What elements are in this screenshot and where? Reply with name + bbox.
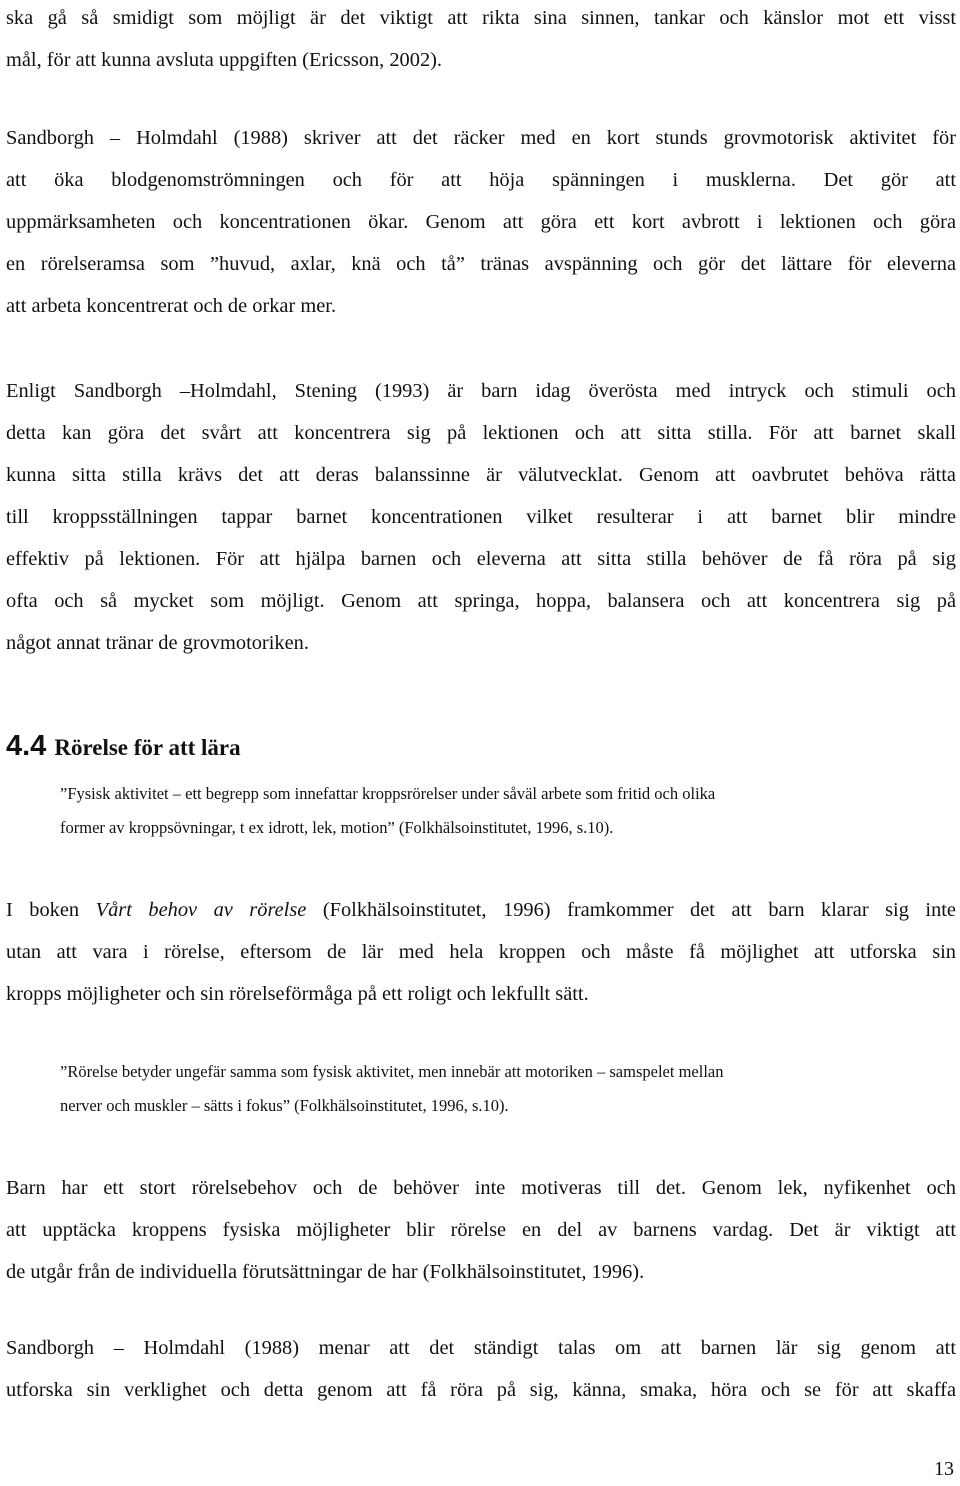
text-line: en rörelseramsa som ”huvud, axlar, knä och tå” tränas avspänning och gör det lättare för eleverna	[6, 253, 956, 275]
text-line: Sandborgh – Holmdahl (1988) menar att det ständigt talas om att barnen lär sig genom att	[6, 1337, 956, 1359]
block-quote-fysisk-aktivitet	[60, 777, 880, 845]
text-line: att öka blodgenomströmningen och för att höja spänningen i musklerna. Det gör att	[6, 169, 956, 191]
section-title: Rörelse för att lära	[54, 735, 241, 760]
quote-line: former av kroppsövningar, t ex idrott, lek, motion” (Folkhälsoinstitutet, 1996, s.10).	[60, 818, 614, 837]
paragraph-sandborgh-1988-b	[6, 1327, 956, 1411]
quote-line: ”Fysisk aktivitet – ett begrepp som innefattar kroppsrörelser under såväl arbete som fritid och olika	[60, 784, 716, 803]
text-line: att arbeta koncentrerat och de orkar mer.	[6, 295, 337, 317]
text-line: mål, för att kunna avsluta uppgiften (Ericsson, 2002).	[6, 49, 443, 71]
block-quote-rorelse	[60, 1055, 880, 1123]
text-line: att upptäcka kroppens fysiska möjligheter blir rörelse en del av barnens vardag. Det är viktigt att	[6, 1219, 956, 1241]
text-line: utan att vara i rörelse, eftersom de lär med hela kroppen och måste få möjlighet att utforska sin	[6, 941, 956, 963]
text-line: uppmärksamheten och koncentrationen ökar. Genom att göra ett kort avbrott i lektionen och göra	[6, 211, 956, 233]
text-run: I boken	[6, 899, 96, 921]
text-line: detta kan göra det svårt att koncentrera sig på lektionen och att sitta stilla. För att barnet skall	[6, 422, 956, 444]
text-line: ska gå så smidigt som möjligt är det viktigt att rikta sina sinnen, tankar och känslor mot ett visst	[6, 7, 956, 29]
text-line: kropps möjligheter och sin rörelseförmåga på ett roligt och lekfullt sätt.	[6, 983, 589, 1005]
text-line: ofta och så mycket som möjligt. Genom att springa, hoppa, balansera och att koncentrera sig på	[6, 590, 956, 612]
text-run: (Folkhälsoinstitutet, 1996) framkommer det att barn klarar sig inte	[306, 899, 956, 921]
book-title: Vårt behov av rörelse	[95, 899, 307, 921]
section-heading	[6, 722, 241, 772]
text-line: Barn har ett stort rörelsebehov och de behöver inte motiveras till det. Genom lek, nyfikenhet och	[6, 1177, 956, 1199]
paragraph-sandborgh-1988	[6, 117, 956, 327]
paragraph-sandborgh-1993	[6, 370, 956, 664]
text-line: de utgår från de individuella förutsättningar de har (Folkhälsoinstitutet, 1996).	[6, 1261, 645, 1283]
text-line: Sandborgh – Holmdahl (1988) skriver att det räcker med en kort stunds grovmotorisk aktivitet för	[6, 127, 956, 149]
text-line: något annat tränar de grovmotoriken.	[6, 632, 309, 654]
text-line: till kroppsställningen tappar barnet koncentrationen vilket resulterar i att barnet blir mindre	[6, 506, 956, 528]
text-line: Enligt Sandborgh –Holmdahl, Stening (1993) är barn idag överösta med intryck och stimuli och	[6, 380, 956, 402]
paragraph-intro	[6, 0, 956, 81]
text-line	[6, 889, 956, 931]
text-line: utforska sin verklighet och detta genom att få röra på sig, känna, smaka, höra och se för att skaffa	[6, 1379, 956, 1401]
quote-line: ”Rörelse betyder ungefär samma som fysisk aktivitet, men innebär att motoriken – samspelet mellan	[60, 1062, 724, 1081]
paragraph-vart-behov	[6, 889, 956, 1015]
text-line: effektiv på lektionen. För att hjälpa barnen och eleverna att sitta stilla behöver de få röra på sig	[6, 548, 956, 570]
page-number: 13	[934, 1458, 954, 1480]
paragraph-rorelsebehov	[6, 1167, 956, 1293]
text-line: kunna sitta stilla krävs det att deras balanssinne är välutvecklat. Genom att oavbrutet behöva rätta	[6, 464, 956, 486]
section-number: 4.4	[6, 730, 47, 762]
quote-line: nerver och muskler – sätts i fokus” (Folkhälsoinstitutet, 1996, s.10).	[60, 1096, 509, 1115]
